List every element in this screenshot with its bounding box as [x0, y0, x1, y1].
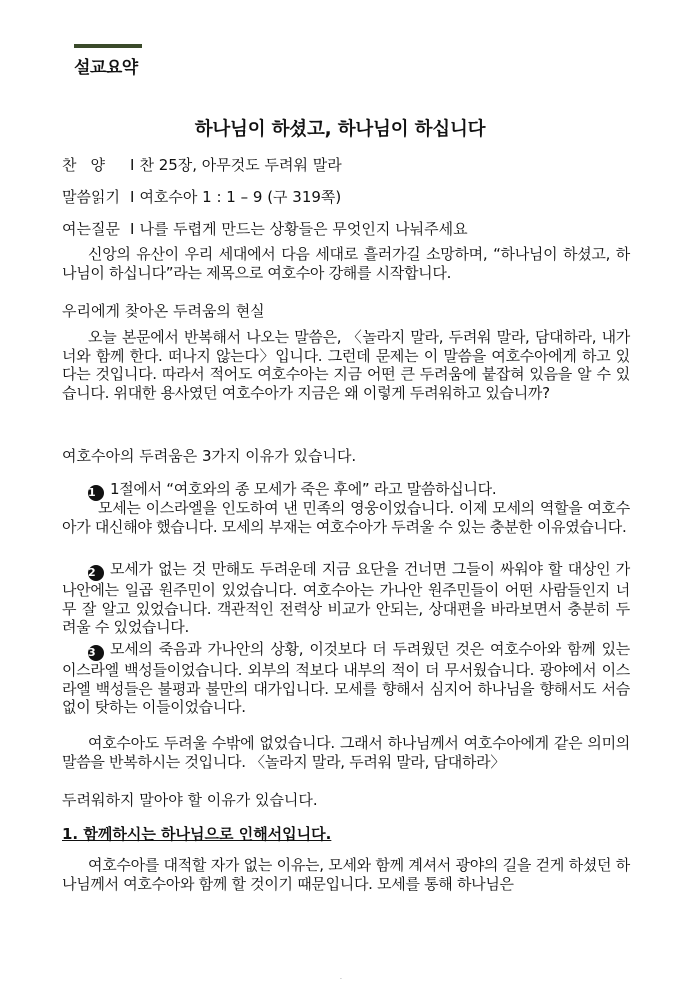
meta-separator: I: [130, 188, 135, 206]
meta-separator: I: [130, 156, 135, 174]
reason-1-lead: [62, 480, 630, 501]
meta-label: 여는질문: [62, 220, 120, 238]
brand-label: 설교요약: [74, 58, 138, 78]
reasons-intro: 여호수아의 두려움은 3가지 이유가 있습니다.: [62, 447, 357, 465]
sermon-title: 하나님이 하셨고, 하나님이 하십니다: [194, 119, 486, 140]
meta-row-question: [62, 218, 468, 239]
meta-separator: I: [130, 220, 135, 238]
reason-3-text: 모세의 죽음과 가나안의 상황, 이것보다 더 두려웠던 것은 여호수아와 함께 있는 이스라엘 백성들이었습니다. 외부의 적보다 내부의 적이 더 무서웠습니다. 광야에서 이스라엘 백성들은 불평과 불만의 대가입니다. 모세를 향해서 심지어 하나님을 향해서도 서슴없이 탓하는 이들이었습니다.: [62, 640, 630, 717]
footer-mark: .: [340, 974, 342, 981]
transition-line: 두려워하지 말아야 할 이유가 있습니다.: [62, 791, 318, 809]
intro-paragraph: 신앙의 유산이 우리 세대에서 다음 세대로 흘러가길 소망하며, “하나님이 하셨고, 하나님이 하십니다”라는 제목으로 여호수아 강해를 시작합니다.: [62, 245, 630, 282]
meta-label: 말씀읽기: [62, 188, 120, 206]
reason-2-text: 모세가 없는 것 만해도 두려운데 지금 요단을 건너면 그들이 싸워야 할 대상인 가나안에는 일곱 원주민이 있었습니다. 여호수아는 가나안 원주민들이 어떤 사람들인지 너무 잘 알고 있었습니다. 객관적인 전력상 비교가 안되는, 상대편을 바라보면서 충분히 두려울 수 있었습니다.: [62, 560, 630, 637]
number-2-icon: 2: [88, 565, 104, 581]
meta-row-hymn: [62, 154, 342, 175]
section-heading: 우리에게 찾아온 두려움의 현실: [62, 302, 265, 320]
reason-3: [62, 640, 630, 717]
meta-value: 찬 25장, 아무것도 두려워 말라: [139, 156, 342, 174]
reality-paragraph: 오늘 본문에서 반복해서 나오는 말씀은, 〈놀라지 말라, 두려워 말라, 담대하라, 내가 너와 함께 한다. 떠나지 않는다〉입니다. 그런데 문제는 이 말씀을 여호수아에게 하고 있다는 것입니다. 따라서 적어도 여호수아는 지금 어떤 큰 두려움에 붙잡혀 있음을 알 수 있습니다. 위대한 용사였던 여호수아가 지금은 왜 이렇게 두려워하고 있습니까?: [62, 328, 630, 402]
reason-2: [62, 560, 630, 637]
meta-row-reading: [62, 186, 341, 207]
brand-bar: [74, 44, 142, 48]
point-1-paragraph: 여호수아를 대적할 자가 없는 이유는, 모세와 함께 계셔서 광야의 길을 걷게 하셨던 하나님께서 여호수아와 함께 할 것이기 때문입니다. 모세를 통해 하나님은: [62, 856, 630, 893]
number-3-icon: 3: [88, 645, 104, 661]
conclusion-paragraph: 여호수아도 두려울 수밖에 없었습니다. 그래서 하나님께서 여호수아에게 같은 의미의 말씀을 반복하시는 것입니다. 〈놀라지 말라, 두려워 말라, 담대하라〉: [62, 734, 630, 771]
meta-value: 여호수아 1 : 1 – 9 (구 319쪽): [139, 188, 342, 206]
meta-label: 찬양: [62, 156, 119, 174]
reason-1-first-line: 1절에서 “여호와의 종 모세가 죽은 후에” 라고 말씀하십니다.: [110, 480, 497, 498]
number-1-icon: 1: [88, 485, 104, 501]
reason-1-body: 모세는 이스라엘을 인도하여 낸 민족의 영웅이었습니다. 이제 모세의 역할을 여호수아가 대신해야 했습니다. 모세의 부재는 여호수아가 두려울 수 있는 충분한 이유였습니다.: [62, 499, 630, 536]
point-1-heading: 1. 함께하시는 하나님으로 인해서입니다.: [62, 825, 332, 843]
meta-value: 나를 두렵게 만드는 상황들은 무엇인지 나눠주세요: [139, 220, 468, 238]
